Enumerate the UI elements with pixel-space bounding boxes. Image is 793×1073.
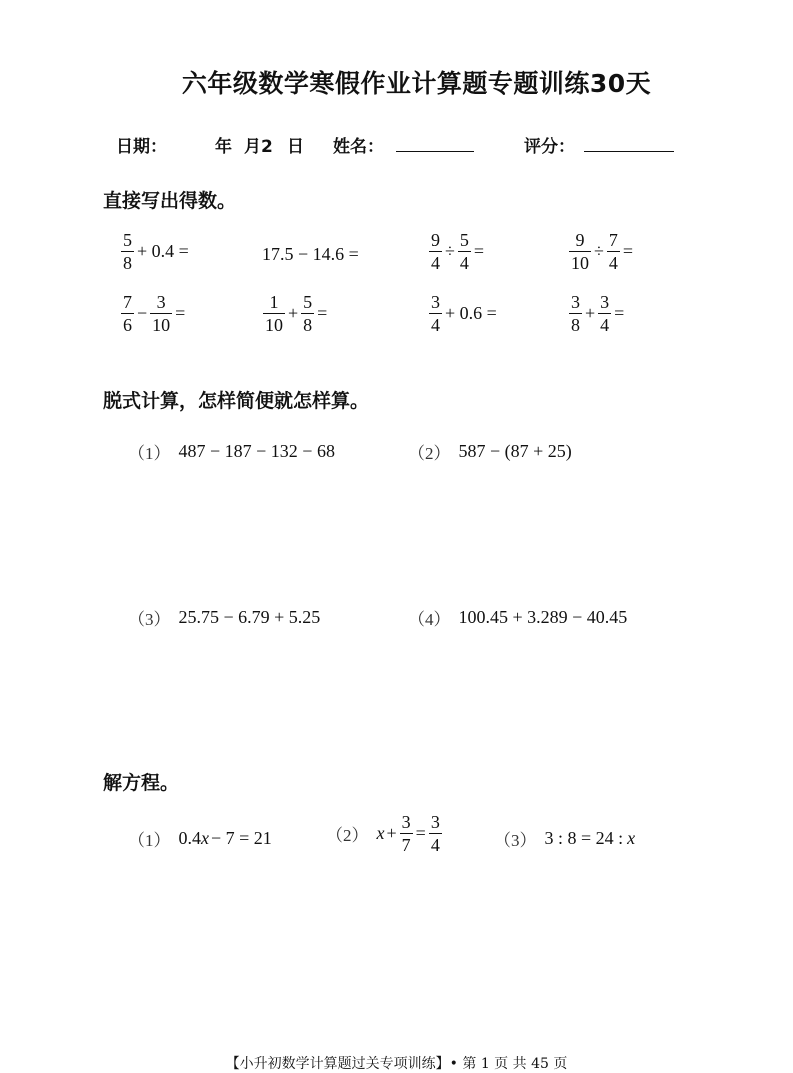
equation-item-2: （2） x + $\frac{3}{7}$ = $\frac{3}{4}$ xyxy=(326,812,440,855)
direct-item-b: 17.5 − 14.6 = xyxy=(262,244,359,264)
direct-item-h: $\frac{3}{8}$ + $\frac{3}{4}$ = xyxy=(571,292,625,335)
direct-item-f: $\frac{1}{10}$ + $\frac{5}{8}$ = xyxy=(265,292,328,335)
direct-item-g: $\frac{3}{4}$ + 0.6 = xyxy=(431,292,497,335)
page-footer: 【小升初数学计算题过关专项训练】• 第 1 页 共 45 页 xyxy=(225,1056,568,1072)
equation-item-1: （1） 0.4 x − 7 = 21 xyxy=(128,828,272,850)
month-label: 月2 xyxy=(244,137,273,157)
equation-item-3: （3） 3 : 8 = 24 : x xyxy=(494,828,636,850)
year-label: 年 xyxy=(215,137,232,157)
simplify-item-1: （1） 487 − 187 − 132 − 68 xyxy=(128,441,335,463)
name-field[interactable] xyxy=(396,132,474,152)
direct-item-e: $\frac{7}{6}$ − $\frac{3}{10}$ = xyxy=(123,292,186,335)
direct-item-d: $\frac{9}{10}$ ÷ $\frac{7}{4}$ = xyxy=(571,230,634,273)
section-equation-heading: 解方程。 xyxy=(103,772,180,794)
simplify-item-2: （2） 587 − (87 + 25) xyxy=(408,441,572,463)
simplify-item-3: （3） 25.75 − 6.79 + 5.25 xyxy=(128,607,321,629)
score-field[interactable] xyxy=(584,132,674,152)
date-label: 日期： xyxy=(116,137,167,157)
direct-item-a: $\frac{5}{8}$ + 0.4 = xyxy=(123,230,189,273)
section-simplify-heading: 脱式计算，怎样简便就怎样算。 xyxy=(103,390,370,412)
name-label: 姓名： xyxy=(333,137,384,157)
day-label: 日 xyxy=(287,137,304,157)
direct-item-c: $\frac{9}{4}$ ÷ $\frac{5}{4}$ = xyxy=(431,230,485,273)
simplify-item-4: （4） 100.45 + 3.289 − 40.45 xyxy=(408,607,628,629)
section-direct-heading: 直接写出得数。 xyxy=(103,190,237,212)
score-label: 评分： xyxy=(524,137,575,157)
page-title: 六年级数学寒假作业计算题专题训练30天 xyxy=(181,69,652,98)
